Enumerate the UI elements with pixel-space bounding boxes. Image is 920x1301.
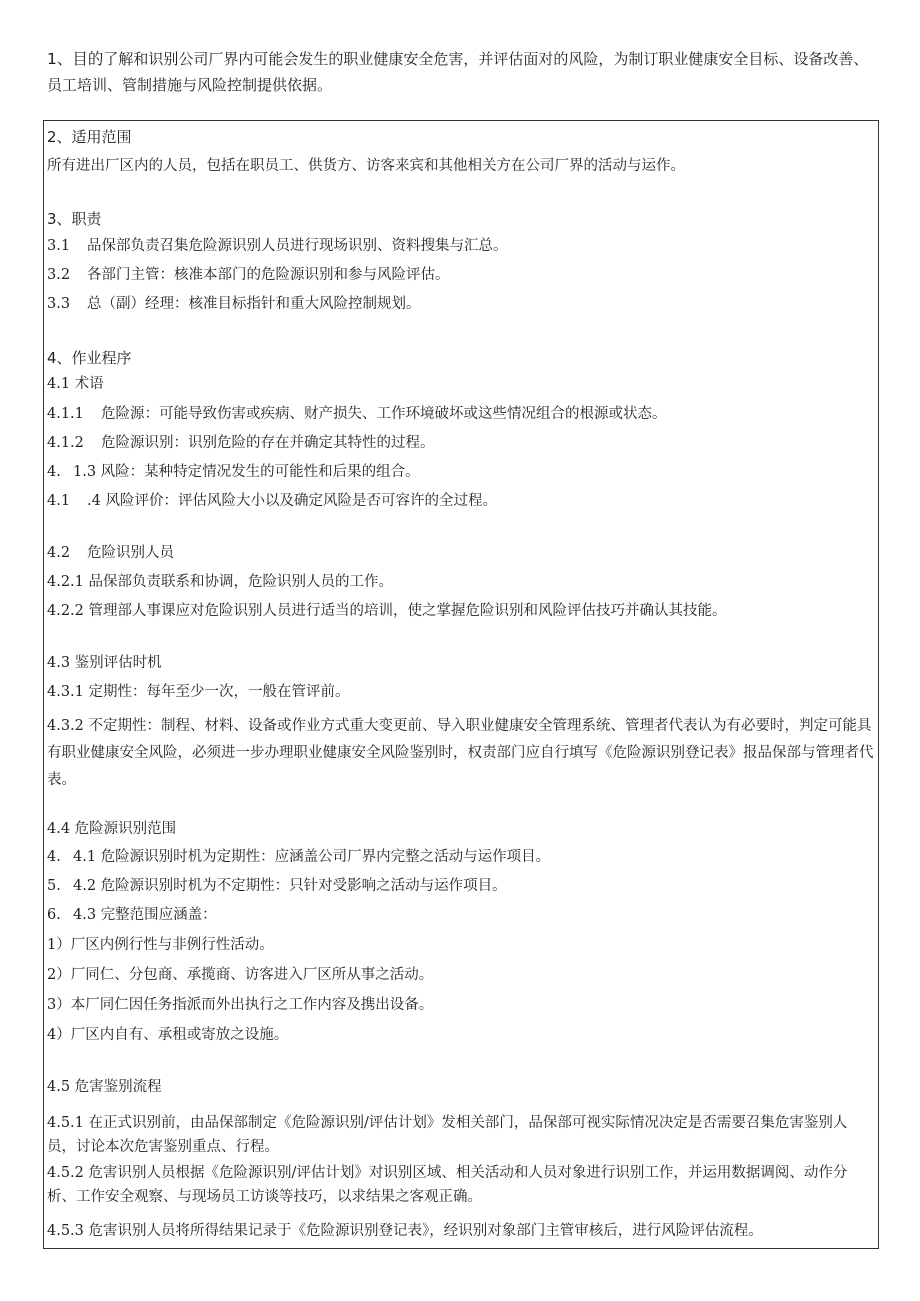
personnel-title-num: 4.2 (47, 545, 71, 561)
purpose-text: 了解和识别公司厂界内可能会发生的职业健康安全危害，并评估面对的风险，为制订职业健康安全目标、设备改善、员工培训、管制措施与风险控制提供依据。 (47, 50, 869, 94)
flow-item-2: 4.5.2 危害识别人员根据《危险源识别/评估计划》对识别区域、相关活动和人员对象进行识别工作，并运用数据调阅、动作分析、工作安全观察、与现场员工访谈等技巧，以求结果之客观正确。 (47, 1165, 848, 1205)
term-item-1 (47, 402, 875, 426)
range-item-2-num: 5. (47, 878, 61, 894)
duty-item-2 (47, 263, 875, 287)
timing-title: 4.3 鉴别评估时机 (47, 655, 162, 671)
range-item-1-num: 4. (47, 849, 61, 865)
range-item-3-num: 6. (47, 907, 61, 923)
duty-item-1-text: 品保部负责召集危险源识别人员进行现场识别、资料搜集与汇总。 (87, 238, 508, 254)
range-item-3 (47, 903, 875, 927)
term-item-2-text: 危险源识别：识别危险的存在并确定其特性的过程。 (101, 435, 435, 451)
personnel-title-text: 危险识别人员 (87, 545, 174, 561)
duty-item-1-num: 3.1 (47, 238, 71, 254)
duty-item-1 (47, 234, 875, 258)
range-item-2-text: 4.2 危险源识别时机为不定期性：只针对受影响之活动与运作项目。 (73, 878, 507, 894)
range-subitem-4: 4）厂区内自有、承租或寄放之设施。 (47, 1027, 289, 1043)
purpose-paragraph (47, 46, 877, 98)
term-item-2 (47, 431, 875, 455)
flow-item-3: 4.5.3 危害识别人员将所得结果记录于《危险源识别登记表》，经识别对象部门主管审核后，进行风险评估流程。 (47, 1223, 763, 1239)
duty-item-2-num: 3.2 (47, 267, 71, 283)
term-item-2-num: 4.1.2 (47, 435, 84, 451)
duty-item-3-num: 3.3 (47, 296, 71, 312)
timing-item-1: 4.3.1 定期性：每年至少一次，一般在管评前。 (47, 684, 350, 700)
timing-item-2: 4.3.2 不定期性：制程、材料、设备或作业方式重大变更前、导入职业健康安全管理系统、管理者代表认为有必要时，判定可能具有职业健康安全风险，必须进一步办理职业健康安全风险鉴别时，权责部门应自行填写《危险源识别登记表》报品保部与管理者代表。 (47, 718, 874, 788)
range-item-1-text: 4.1 危险源识别时机为定期性：应涵盖公司厂界内完整之活动与运作项目。 (73, 849, 551, 865)
purpose-heading: 1、目的 (47, 50, 104, 68)
scope-heading: 2、适用范围 (47, 128, 132, 146)
range-item-2 (47, 874, 875, 898)
term-item-4 (47, 489, 875, 513)
duty-item-3 (47, 292, 875, 316)
personnel-item-2: 4.2.2 管理部人事课应对危险识别人员进行适当的培训，使之掌握危险识别和风险评估技巧并确认其技能。 (47, 603, 727, 619)
procedure-heading: 4、作业程序 (47, 349, 132, 367)
scope-text: 所有进出厂区内的人员，包括在职员工、供货方、访客来宾和其他相关方在公司厂界的活动与运作。 (47, 158, 685, 174)
flow-item-1: 4.5.1 在正式识别前，由品保部制定《危险源识别/评估计划》发相关部门，品保部可视实际情况决定是否需要召集危害鉴别人员，讨论本次危害鉴别重点、行程。 (47, 1115, 848, 1155)
range-subitem-3: 3）本厂同仁因任务指派而外出执行之工作内容及携出设备。 (47, 997, 434, 1013)
term-item-4-num: 4.1 (47, 493, 71, 509)
personnel-item-1: 4.2.1 品保部负责联系和协调，危险识别人员的工作。 (47, 574, 394, 590)
range-item-3-text: 4.3 完整范围应涵盖： (73, 907, 217, 923)
range-item-1 (47, 845, 875, 869)
personnel-title (47, 541, 875, 565)
range-title: 4.4 危险源识别范围 (47, 821, 177, 837)
terms-title: 4.1 术语 (47, 376, 104, 392)
duty-item-3-text: 总（副）经理：核准目标指针和重大风险控制规划。 (87, 296, 421, 312)
term-item-1-num: 4.1.1 (47, 406, 84, 422)
term-item-4-text: .4 风险评价：评估风险大小以及确定风险是否可容许的全过程。 (87, 493, 497, 509)
duties-heading: 3、职责 (47, 210, 102, 228)
flow-title: 4.5 危害鉴别流程 (47, 1079, 162, 1095)
range-subitem-1: 1）厂区内例行性与非例行性活动。 (47, 937, 274, 953)
range-subitem-2: 2）厂同仁、分包商、承揽商、访客进入厂区所从事之活动。 (47, 967, 434, 983)
duty-item-2-text: 各部门主管：核准本部门的危险源识别和参与风险评估。 (87, 267, 450, 283)
term-item-3-num: 4. (47, 464, 61, 480)
term-item-3 (47, 460, 875, 484)
term-item-3-text: 1.3 风险：某种特定情况发生的可能性和后果的组合。 (73, 464, 420, 480)
term-item-1-text: 危险源：可能导致伤害或疾病、财产损失、工作环境破坏或这些情况组合的根源或状态。 (101, 406, 667, 422)
